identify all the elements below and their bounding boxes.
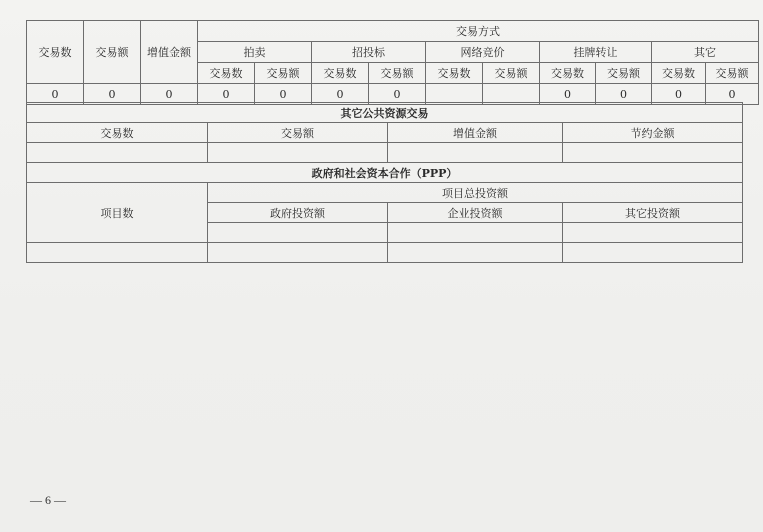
header-methods: 交易方式 <box>198 21 759 42</box>
method-other: 其它 <box>652 42 759 63</box>
sub-header-count: 交易数 <box>426 63 483 84</box>
header-project-count: 项目数 <box>27 183 208 243</box>
header-total-investment: 项目总投资额 <box>208 183 743 203</box>
value-cell <box>388 223 563 243</box>
value-cell <box>563 223 743 243</box>
value-value-added: 0 <box>141 84 198 105</box>
value-bidding-count: 0 <box>312 84 369 105</box>
method-listing-transfer: 挂牌转让 <box>540 42 652 63</box>
sub-header-count: 交易数 <box>198 63 255 84</box>
value-cell <box>388 243 563 263</box>
header-amount: 交易额 <box>84 21 141 84</box>
sub-header-amount: 交易额 <box>255 63 312 84</box>
value-other-count: 0 <box>652 84 706 105</box>
section-title-other-public-resource: 其它公共资源交易 <box>27 103 743 123</box>
sub-header-count: 交易数 <box>540 63 596 84</box>
header-government-investment: 政府投资额 <box>208 203 388 223</box>
header-count: 交易数 <box>27 21 84 84</box>
value-cell <box>388 143 563 163</box>
value-count: 0 <box>27 84 84 105</box>
header-count: 交易数 <box>27 123 208 143</box>
value-cell <box>208 223 388 243</box>
sub-header-amount: 交易额 <box>596 63 652 84</box>
header-enterprise-investment: 企业投资额 <box>388 203 563 223</box>
section-title-ppp: 政府和社会资本合作（PPP） <box>27 163 743 183</box>
value-auction-amount: 0 <box>255 84 312 105</box>
transaction-methods-table <box>26 20 759 105</box>
value-other-amount: 0 <box>706 84 759 105</box>
sub-header-count: 交易数 <box>652 63 706 84</box>
sub-header-amount: 交易额 <box>706 63 759 84</box>
value-cell <box>208 243 388 263</box>
value-listing-amount: 0 <box>596 84 652 105</box>
ppp-table <box>26 162 743 263</box>
header-savings: 节约金额 <box>563 123 743 143</box>
method-bidding: 招投标 <box>312 42 426 63</box>
value-amount: 0 <box>84 84 141 105</box>
header-other-investment: 其它投资额 <box>563 203 743 223</box>
method-online-bidding: 网络竞价 <box>426 42 540 63</box>
sub-header-count: 交易数 <box>312 63 369 84</box>
value-listing-count: 0 <box>540 84 596 105</box>
method-auction: 拍卖 <box>198 42 312 63</box>
value-cell <box>563 143 743 163</box>
value-cell <box>27 143 208 163</box>
sub-header-amount: 交易额 <box>483 63 540 84</box>
value-bidding-amount: 0 <box>369 84 426 105</box>
value-cell <box>563 243 743 263</box>
page-number: — 6 — <box>30 493 66 507</box>
sub-header-amount: 交易额 <box>369 63 426 84</box>
value-cell <box>27 243 208 263</box>
value-auction-count: 0 <box>198 84 255 105</box>
header-value-added: 增值金额 <box>388 123 563 143</box>
header-amount: 交易额 <box>208 123 388 143</box>
header-value-added: 增值金额 <box>141 21 198 84</box>
value-cell <box>208 143 388 163</box>
other-public-resource-table <box>26 102 743 163</box>
